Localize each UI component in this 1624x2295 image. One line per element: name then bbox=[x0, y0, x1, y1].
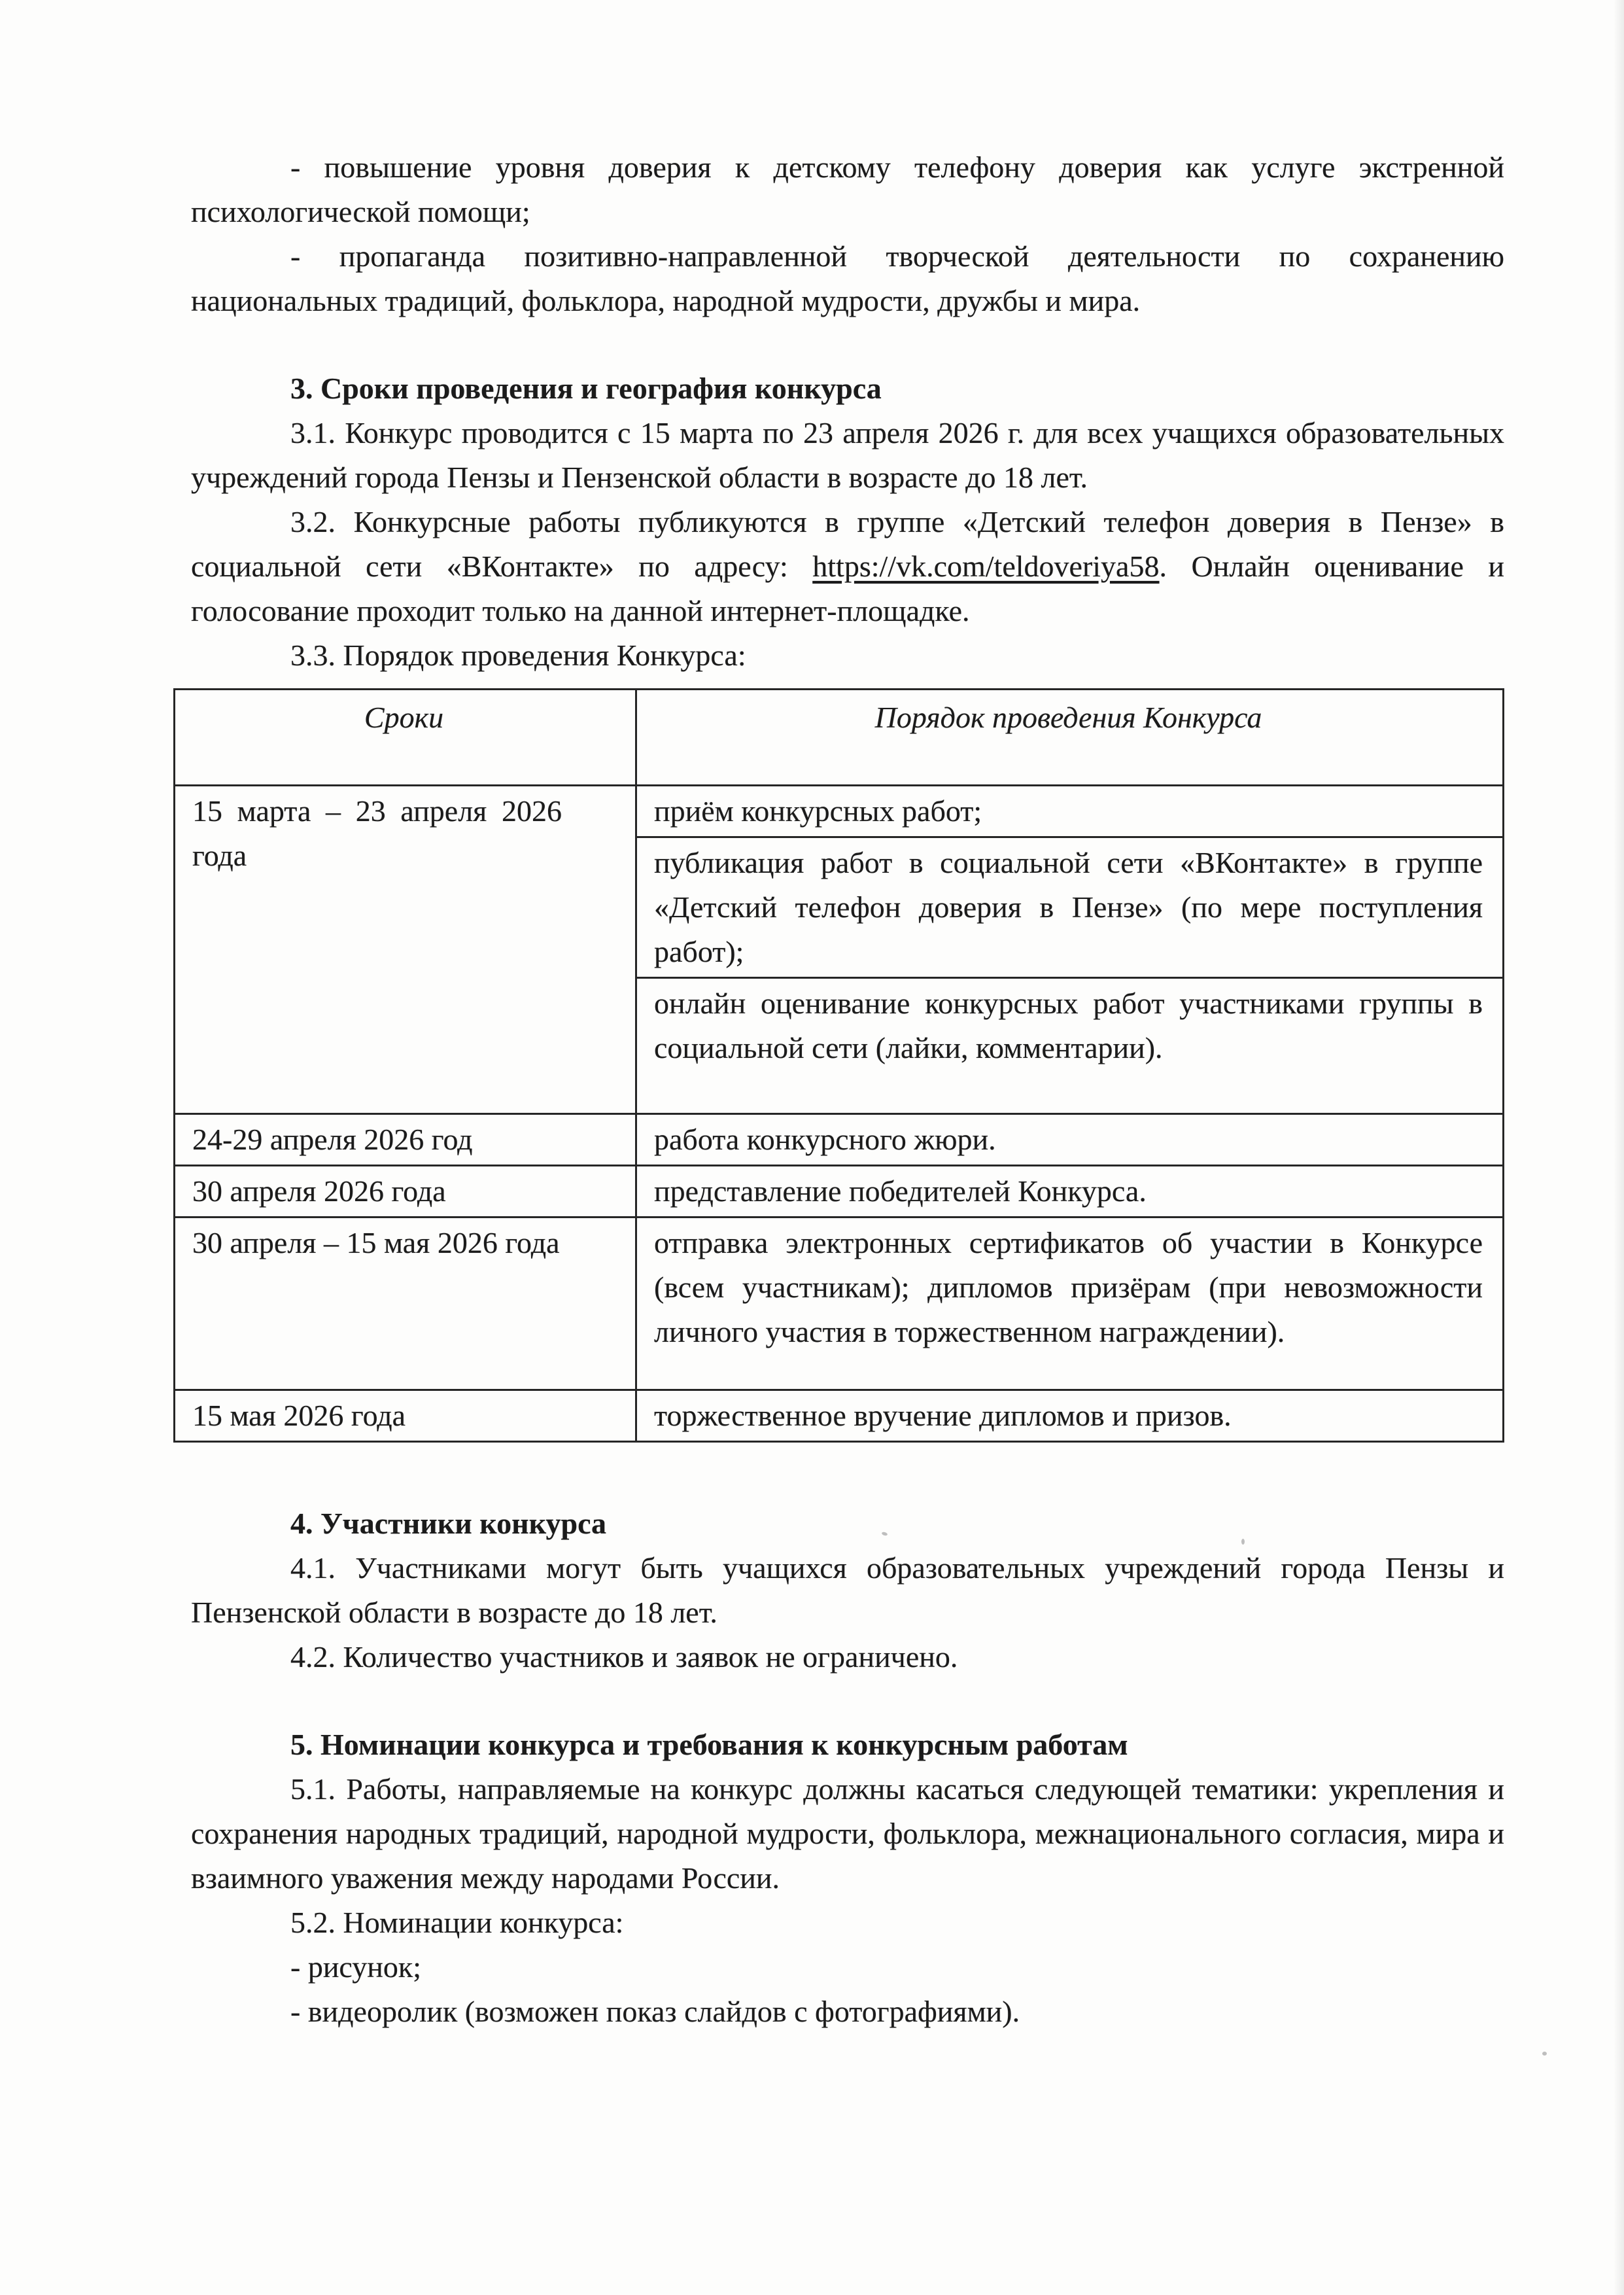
table-row bbox=[175, 1218, 1504, 1390]
scan-speck bbox=[1542, 2052, 1547, 2056]
column-header-order: Порядок проведения Конкурса bbox=[636, 690, 1504, 786]
cell-dates-2-text: 24-29 апреля 2026 год bbox=[192, 1123, 473, 1156]
section-4-heading: 4. Участники конкурса bbox=[290, 1507, 607, 1540]
schedule-table bbox=[173, 688, 1504, 1443]
nomination-item-video: - видеоролик (возможен показ слайдов с фотографиями). bbox=[290, 1995, 1020, 2028]
cell-dates-1-text: 15 марта – 23 апреля 2026 года bbox=[192, 794, 562, 872]
paragraph-3-2-text: 3.2. Конкурсные работы публикуются в группе «Детский телефон доверия в Пензе» в социальной сети «ВКонтакте» по адресу: bbox=[191, 505, 1504, 583]
paragraph-3-1: 3.1. Конкурс проводится с 15 марта по 23 апреля 2026 г. для всех учащихся образовательных учреждений города Пензы и Пензенской области в возрасте до 18 лет. bbox=[191, 416, 1504, 494]
cell-order-2: работа конкурсного жюри. bbox=[636, 1114, 1504, 1166]
nomination-item-drawing: - рисунок; bbox=[290, 1950, 421, 1984]
paragraph-3-2-text-after: . Онлайн оценивание и голосование проходит только на данной интернет-площадке. bbox=[191, 550, 1504, 627]
goal-paragraph-2: - пропаганда позитивно-направленной творческой деятельности по сохранению национальных традиций, фольклора, народной мудрости, дружбы и мира. bbox=[191, 239, 1504, 317]
table-row bbox=[175, 1114, 1504, 1166]
paragraph-5-2: 5.2. Номинации конкурса: bbox=[290, 1906, 624, 1939]
cell-order-1a: приём конкурсных работ; bbox=[636, 786, 1504, 837]
section-3-heading: 3. Сроки проведения и география конкурса bbox=[290, 372, 882, 405]
cell-dates-4-text: 30 апреля – 15 мая 2026 года bbox=[192, 1226, 560, 1259]
cell-dates-3 bbox=[175, 1166, 636, 1218]
cell-order-1c: онлайн оценивание конкурсных работ участниками группы в социальной сети (лайки, комментарии). bbox=[636, 978, 1504, 1114]
cell-dates-3-text: 30 апреля 2026 года bbox=[192, 1174, 446, 1208]
scan-speck bbox=[1241, 1539, 1245, 1545]
cell-dates-5-text: 15 мая 2026 года bbox=[192, 1399, 406, 1432]
cell-order-4: отправка электронных сертификатов об участии в Конкурсе (всем участникам); дипломов призёрам (при невозможности личного участия в торжественном награждении). bbox=[636, 1218, 1504, 1390]
paragraph-4-1: 4.1. Участниками могут быть учащихся образовательных учреждений города Пензы и Пензенской области в возрасте до 18 лет. bbox=[191, 1551, 1504, 1629]
goal-paragraph-1: - повышение уровня доверия к детскому телефону доверия как услуге экстренной психологической помощи; bbox=[191, 150, 1504, 228]
table-row bbox=[175, 1390, 1504, 1442]
column-header-dates: Сроки bbox=[175, 690, 636, 786]
section-5-heading: 5. Номинации конкурса и требования к конкурсным работам bbox=[290, 1728, 1128, 1761]
scan-edge-shadow bbox=[1614, 0, 1624, 2295]
table-row bbox=[175, 1166, 1504, 1218]
vk-group-link[interactable]: https://vk.com/teldoveriya58 bbox=[812, 550, 1160, 583]
paragraph-3-3: 3.3. Порядок проведения Конкурса: bbox=[290, 639, 746, 672]
table-row bbox=[175, 786, 1504, 837]
cell-dates-1 bbox=[175, 786, 636, 1114]
cell-dates-5 bbox=[175, 1390, 636, 1442]
paragraph-5-1: 5.1. Работы, направляемые на конкурс должны касаться следующей тематики: укрепления и сохранения народных традиций, народной мудрости, фольклора, межнационального согласия, мира и взаимного уважения между народами России. bbox=[191, 1772, 1504, 1895]
document-body bbox=[191, 145, 1504, 2034]
paragraph-4-2: 4.2. Количество участников и заявок не ограничено. bbox=[290, 1640, 958, 1673]
cell-dates-4 bbox=[175, 1218, 636, 1390]
paragraph-3-2 bbox=[191, 500, 1504, 633]
cell-order-1b: публикация работ в социальной сети «ВКонтакте» в группе «Детский телефон доверия в Пензе» (по мере поступления работ); bbox=[636, 837, 1504, 978]
cell-order-3: представление победителей Конкурса. bbox=[636, 1166, 1504, 1218]
table-header-row bbox=[175, 690, 1504, 786]
cell-dates-2 bbox=[175, 1114, 636, 1166]
cell-order-5: торжественное вручение дипломов и призов. bbox=[636, 1390, 1504, 1442]
